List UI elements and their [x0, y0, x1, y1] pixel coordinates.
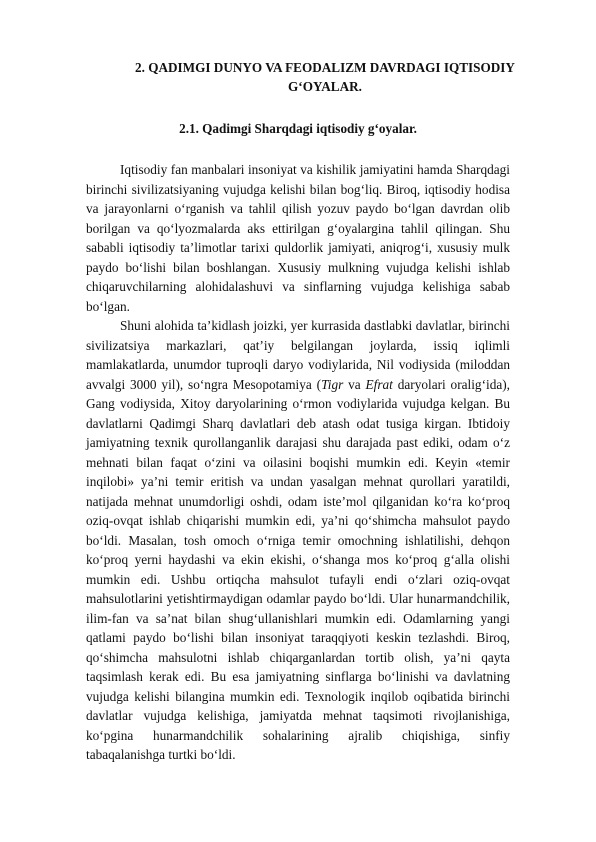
chapter-title: 2. QADIMGI DUNYO VA FEODALIZM DAVRDAGI IQTISODIY G‘OYALAR.: [135, 60, 515, 94]
paragraph-1: Iqtisodiy fan manbalari insoniyat va kishilik jamiyatini hamda Sharqdagi birinchi sivilizatsiyaning vujudga kelishi bilan bog‘liq. Biroq, iqtisodiy hodisa va jarayonlarni o‘rganish va tahlil qilish yozuv paydo bo‘lgan davrdan olib borilgan va qo‘lyozmalarda aks ettirilgan g‘oyalargina tahlil qilingan. Shu sababli iqtisodiy ta’limotlar tarixi quldorlik jamiyati, aniqrog‘i, xususiy mulk paydo bo‘lishi bilan boshlangan. Xususiy mulkning vujudga kelishi ishlab chiqaruvchilarning alohidalashuvi va sinflarning vujudga kelishiga sabab bo‘lgan.: [86, 162, 510, 314]
paragraph-2-part-2: daryolari oralig‘ida), Gang vodiysida, Xitoy daryolarining o‘rmon vodiylarida vujudga kelgan. Bu davlatlarni Qadimgi Sharq davlatlari deb atash odat tusiga kirgan. Ibtidoiy jamiyatning texnik qurollanganlik darajasi shu darajada past ediki, odam o‘z mehnati bilan faqat o‘zini va oilasini boqishi mumkin edi. Keyin «temir inqilobi» ya’ni temir eritish va undan yasalgan mehnat qurollari yaratildi, natijada mehnat unumdorligi oshdi, odam iste’mol qilganidan ko‘ra ko‘proq oziq-ovqat ishlab chiqarishi mumkin edi, ya’ni qo‘shimcha mahsulot paydo bo‘ldi. Masalan, tosh omoch o‘rniga temir omochning ishlatilishi, dehqon ko‘proq yerni haydashi va ekin ekishi, o‘shanga mos ko‘proq g‘alla olishi mumkin edi. Ushbu ortiqcha mahsulot tufayli endi o‘zlari oziq-ovqat mahsulotlarini yetishtirmaydigan odamlar paydo bo‘ldi. Ular hunarmandchilik, ilim-fan va sa’nat bilan shug‘ullanishlari mumkin edi. Odamlarning yangi qatlami paydo bo‘lishi bilan insoniyat taraqqiyoti keskin tezlashdi. Biroq, qo‘shimcha mahsulotni ishlab chiqarganlardan tortib olish, ya’ni qayta taqsimlash kerak edi. Bu esa jamiyatning sinflarga bo‘linishi va davlatning vujudga kelishi bilangina mumkin edi. Texnologik inqilob oqibatida birinchi davlatlar vujudga kelishiga, jamiyatda mehnat taqsimoti rivojlanishiga, ko‘pgina hunarmandchilik sohalarining ajralib chiqishiga, sinfiy tabaqalanishga turtki bo‘ldi.: [86, 376, 510, 762]
section-title: 2.1. Qadimgi Sharqdagi iqtisodiy g‘oyalar.: [179, 121, 417, 136]
paragraph-2: [86, 316, 510, 765]
body-text: [86, 160, 510, 765]
river-name-efrat: Efrat: [365, 376, 393, 392]
paragraph-2-conjunction: va: [343, 376, 366, 392]
river-name-tigr: Tigr: [321, 376, 344, 392]
paragraph-2-part-1: Shuni alohida ta’kidlash joizki, yer kurrasida dastlabki davlatlar, birinchi sivilizatsiya markazlari, qat’iy belgilangan joylarda, issiq iqlimli mamlakatlarda, unumdor tuproqli daryo vodiylarida, Nil vodiysida (miloddan avvalgi 3000 yil), so‘ngra Mesopotamiya (: [86, 318, 510, 392]
